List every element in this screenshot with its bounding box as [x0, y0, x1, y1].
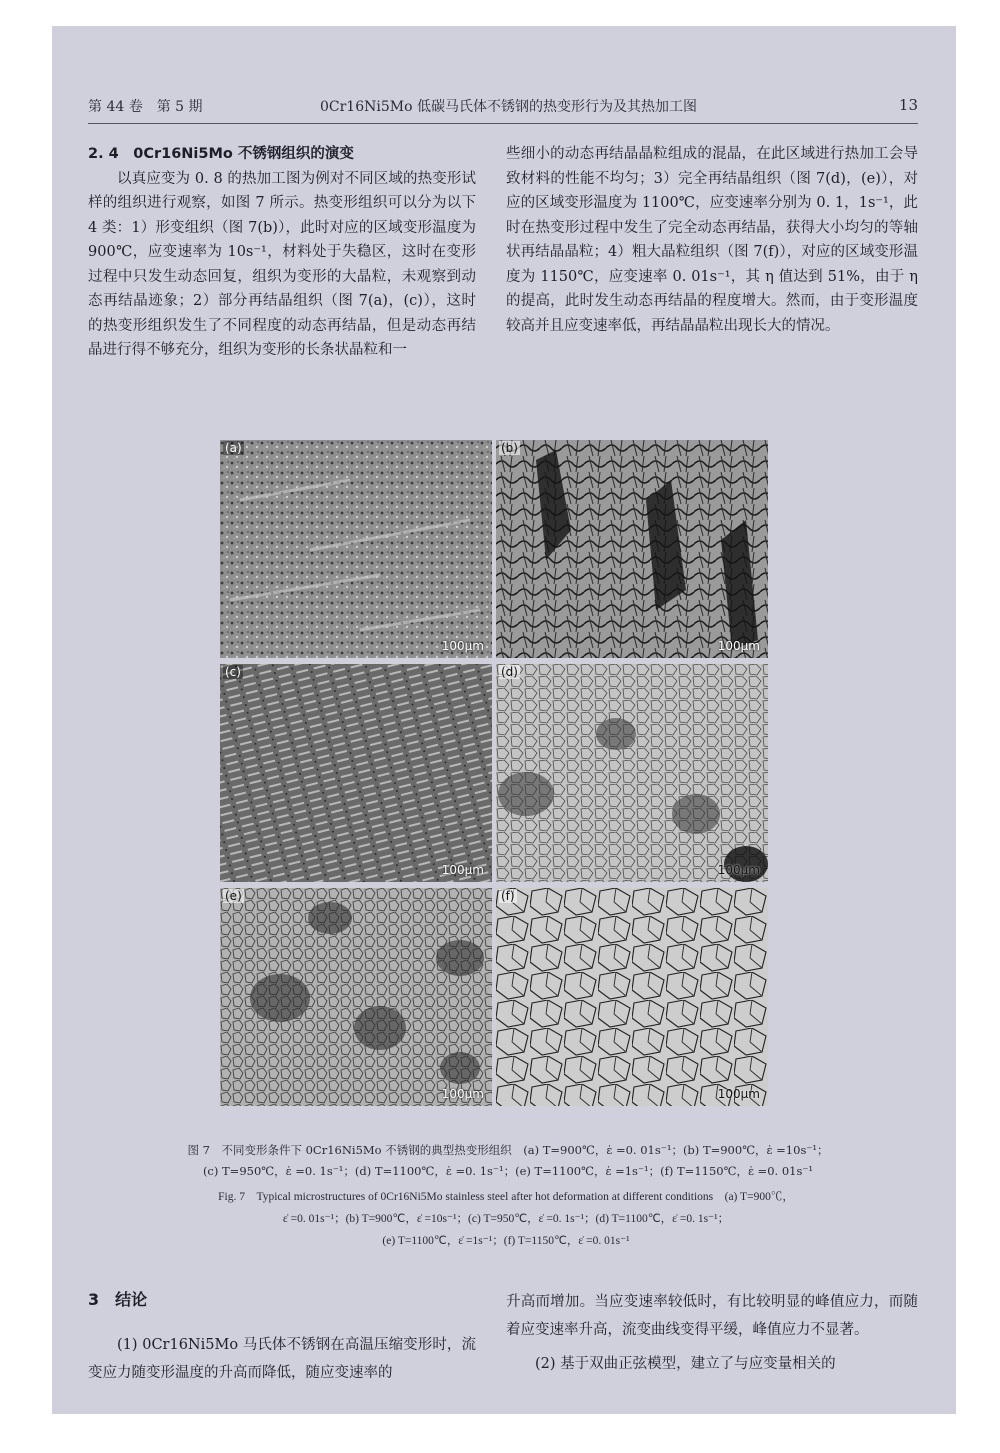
figure-7: [220, 440, 768, 1132]
section-heading-3: 3 结论: [88, 1290, 148, 1309]
micrograph-e-image: [220, 888, 492, 1106]
panel-label-f: (f): [501, 889, 515, 903]
panel-label-a: (a): [225, 441, 242, 455]
conclusion-paragraph-1-continued: 升高而增加。当应变速率较低时，有比较明显的峰值应力，而随着应变速率升高，流变曲线变得平缓，峰值应力不显著。: [506, 1294, 918, 1338]
caption-en-line-1: Fig. 7 Typical microstructures of 0Cr16Ni5Mo stainless steel after hot deformation at different conditions (a) T=900℃，: [218, 1191, 794, 1203]
micrograph-panel-f: [496, 888, 768, 1106]
micrograph-panel-d: [496, 664, 768, 882]
conclusion-left-column: [88, 1288, 476, 1387]
scale-bar-b: 100μm: [717, 639, 760, 653]
header-rule: [88, 123, 918, 124]
caption-zh-line-1: 图 7 不同变形条件下 0Cr16Ni5Mo 不锈钢的典型热变形组织 (a) T=900℃，ε̇ =0. 01s⁻¹；(b) T=900℃，ε̇ =10s⁻¹；: [187, 1143, 829, 1157]
right-column: [506, 142, 918, 338]
running-title: 0Cr16Ni5Mo 低碳马氏体不锈钢的热变形行为及其热加工图: [320, 99, 697, 115]
caption-zh-line-2: (c) T=950℃，ε̇ =0. 1s⁻¹；(d) T=1100℃，ε̇ =0. 1s⁻¹；(e) T=1100℃，ε̇ =1s⁻¹；(f) T=1150℃，ε̇ =0. 01s⁻¹: [202, 1164, 814, 1178]
scale-bar-f: 100μm: [717, 1087, 760, 1101]
panel-label-c: (c): [225, 665, 241, 679]
page-number: 13: [898, 96, 918, 114]
body-paragraph: 以真应变为 0. 8 的热加工图为例对不同区域的热变形试样的组织进行观察，如图 7 所示。热变形组织可以分为以下 4 类：1）形变组织（图 7(b)），此时对应的区域变形温度为 900℃，应变速率为 10s⁻¹，材料处于失稳区，这时在变形过程中只发生动态回复，组织为变形的大晶粒，未观察到动态再结晶迹象；2）部分再结晶组织（图 7(a)，(c)），这时的热变形组织发生了不同程度的动态再结晶，但是动态再结晶进行得不够充分，组织为变形的长条状晶粒和一: [88, 170, 476, 358]
journal-page: [52, 26, 956, 1414]
section-heading-2-4: 2. 4 0Cr16Ni5Mo 不锈钢组织的演变: [88, 146, 354, 162]
micrograph-d-image: [496, 664, 768, 882]
caption-en-line-3: (e) T=1100℃，ε̇ =1s⁻¹；(f) T=1150℃，ε̇ =0. 01s⁻¹: [382, 1235, 630, 1247]
panel-label-d: (d): [501, 665, 518, 679]
caption-en-line-2: ε̇ =0. 01s⁻¹；(b) T=900℃，ε̇ =10s⁻¹；(c) T=950℃，ε̇ =0. 1s⁻¹；(d) T=1100℃，ε̇ =0. 1s⁻¹；: [282, 1213, 730, 1225]
body-paragraph-continued: 些细小的动态再结晶晶粒组成的混晶，在此区域进行热加工会导致材料的性能不均匀；3）完全再结晶组织（图 7(d)，(e)），对应的区域变形温度为 1100℃，应变速率分别为 0. 1，1s⁻¹，此时在热变形过程中发生了完全动态再结晶，获得大小均匀的等轴状再结晶晶粒；4）粗大晶粒组织（图 7(f)），对应的区域变形温度为 1150℃，应变速率 0. 01s⁻¹，其 η 值达到 51%，由于 η 的提高，此时发生动态再结晶的程度增大。然而，由于变形温度较高并且应变速率低，再结晶晶粒出现长大的情况。: [506, 146, 918, 334]
scale-bar-e: 100μm: [441, 1087, 484, 1101]
left-column: [88, 142, 476, 363]
conclusion-paragraph-2: (2) 基于双曲正弦模型，建立了与应变量相关的: [535, 1356, 836, 1372]
volume-issue: 第 44 卷 第 5 期: [88, 99, 203, 115]
conclusion-right-column: [506, 1288, 918, 1378]
figure-caption-chinese: [148, 1140, 868, 1182]
micrograph-f-image: [496, 888, 768, 1106]
panel-label-b: (b): [501, 441, 518, 455]
scale-bar-a: 100μm: [441, 639, 484, 653]
micrograph-panel-a: [220, 440, 492, 658]
micrograph-panel-e: [220, 888, 492, 1106]
panel-label-e: (e): [225, 889, 242, 903]
figure-caption-english: [136, 1186, 876, 1252]
micrograph-panel-c: [220, 664, 492, 882]
micrograph-c-image: [220, 664, 492, 882]
micrograph-panel-b: [496, 440, 768, 658]
micrograph-b-image: [496, 440, 768, 658]
scale-bar-d: 100μm: [717, 863, 760, 877]
conclusion-paragraph-1: (1) 0Cr16Ni5Mo 马氏体不锈钢在高温压缩变形时，流变应力随变形温度的升高而降低，随应变速率的: [88, 1336, 476, 1381]
micrograph-a-image: [220, 440, 492, 658]
running-header: [88, 96, 918, 120]
scale-bar-c: 100μm: [441, 863, 484, 877]
